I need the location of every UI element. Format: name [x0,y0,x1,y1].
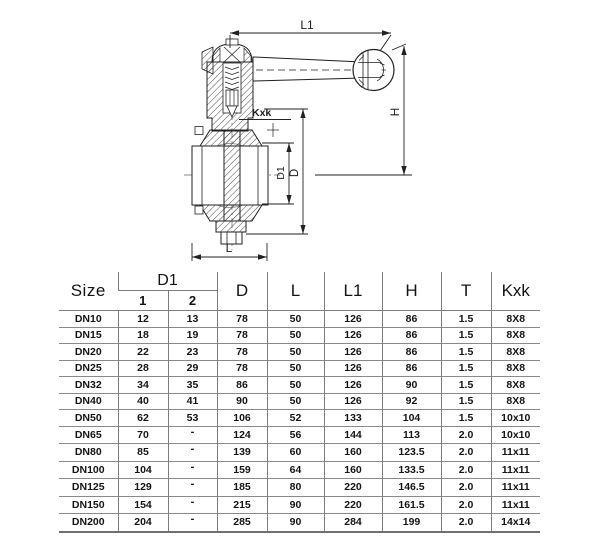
value-cell: 41 [168,393,217,410]
value-cell: 50 [267,360,324,377]
value-cell: 50 [267,327,324,344]
value-cell: 50 [267,377,324,394]
value-cell: 35 [168,377,217,394]
value-cell: 86 [382,344,441,361]
value-cell: 12 [118,311,168,328]
value-cell: 106 [217,410,267,427]
value-cell: 13 [168,311,217,328]
value-cell: - [168,426,217,444]
left-ear [202,47,213,74]
dim-label-l1: L1 [300,18,314,32]
value-cell: 185 [217,479,267,497]
table-row [59,360,540,377]
value-cell: 126 [324,393,382,410]
value-cell: 28 [118,360,168,377]
value-cell: 53 [168,410,217,427]
size-cell: DN32 [59,377,118,394]
table-row [59,410,540,427]
col-header-size: Size [59,272,118,311]
value-cell: 11x11 [491,444,540,462]
value-cell: 1.5 [441,393,491,410]
col-header-d: D [217,272,267,311]
value-cell: 104 [382,410,441,427]
value-cell: 1.5 [441,327,491,344]
value-cell: 1.5 [441,311,491,328]
value-cell: 1.5 [441,410,491,427]
value-cell: 8X8 [491,360,540,377]
size-cell: DN15 [59,327,118,344]
value-cell: 199 [382,514,441,532]
col-header-kxk: Kxk [491,272,540,311]
value-cell: 154 [118,496,168,514]
value-cell: 126 [324,344,382,361]
value-cell: 160 [324,444,382,462]
value-cell: 22 [118,344,168,361]
value-cell: 50 [267,393,324,410]
value-cell: 86 [382,327,441,344]
valve-body [192,127,268,245]
value-cell: 50 [267,311,324,328]
size-cell: DN40 [59,393,118,410]
value-cell: 161.5 [382,496,441,514]
table-row [59,479,540,497]
value-cell: 78 [217,344,267,361]
dim-label-d1: D1 [275,166,287,180]
table-row [59,377,540,394]
table-row [59,311,540,328]
bonnet [202,39,253,131]
value-cell: 2.0 [441,426,491,444]
value-cell: 1.5 [441,360,491,377]
size-cell: DN100 [59,461,118,479]
value-cell: 139 [217,444,267,462]
value-cell: 70 [118,426,168,444]
value-cell: 8X8 [491,311,540,328]
dimension-l1 [230,18,391,51]
value-cell: 10x10 [491,410,540,427]
value-cell: 14x14 [491,514,540,532]
value-cell: 2.0 [441,496,491,514]
value-cell: 285 [217,514,267,532]
value-cell: 86 [217,377,267,394]
value-cell: - [168,461,217,479]
value-cell: 29 [168,360,217,377]
size-cell: DN50 [59,410,118,427]
value-cell: 90 [217,393,267,410]
value-cell: 284 [324,514,382,532]
size-cell: DN150 [59,496,118,514]
value-cell: 129 [118,479,168,497]
value-cell: 2.0 [441,514,491,532]
value-cell: 90 [382,377,441,394]
value-cell: 126 [324,377,382,394]
value-cell: 78 [217,311,267,328]
value-cell: 2.0 [441,479,491,497]
value-cell: 220 [324,479,382,497]
value-cell: 86 [382,360,441,377]
value-cell: 160 [324,461,382,479]
value-cell: - [168,479,217,497]
value-cell: 11x11 [491,479,540,497]
handle-knob [353,50,394,91]
value-cell: 220 [324,496,382,514]
size-table-body [59,311,540,532]
handle-arm [253,57,362,81]
value-cell: 159 [217,461,267,479]
value-cell: 133 [324,410,382,427]
value-cell: 8X8 [491,377,540,394]
value-cell: 23 [168,344,217,361]
table-row [59,393,540,410]
size-cell: DN20 [59,344,118,361]
table-row [59,514,540,532]
value-cell: 126 [324,327,382,344]
value-cell: 56 [267,426,324,444]
col-header-d1-2: 2 [168,291,217,311]
value-cell: 1.5 [441,377,491,394]
size-cell: DN200 [59,514,118,532]
size-cell: DN125 [59,479,118,497]
valve-stem [224,130,240,221]
value-cell: 34 [118,377,168,394]
value-cell: 204 [118,514,168,532]
value-cell: 85 [118,444,168,462]
value-cell: 50 [267,344,324,361]
value-cell: - [168,444,217,462]
dimension-l [192,241,267,261]
value-cell: 40 [118,393,168,410]
col-header-t: T [441,272,491,311]
value-cell: 124 [217,426,267,444]
col-header-l1: L1 [324,272,382,311]
value-cell: 52 [267,410,324,427]
value-cell: 86 [382,311,441,328]
col-header-l: L [267,272,324,311]
table-row [59,444,540,462]
value-cell: 10x10 [491,426,540,444]
value-cell: 18 [118,327,168,344]
table-row [59,426,540,444]
value-cell: 1.5 [441,344,491,361]
col-header-d1-1: 1 [118,291,168,311]
table-row [59,344,540,361]
value-cell: 78 [217,327,267,344]
value-cell: 60 [267,444,324,462]
value-cell: 2.0 [441,444,491,462]
value-cell: 104 [118,461,168,479]
size-cell: DN25 [59,360,118,377]
col-header-h: H [382,272,441,311]
dim-label-h: H [388,107,402,117]
value-cell: 92 [382,393,441,410]
value-cell: 90 [267,496,324,514]
size-cell: DN65 [59,426,118,444]
table-row [59,496,540,514]
value-cell: 123.5 [382,444,441,462]
value-cell: 133.5 [382,461,441,479]
table-row [59,461,540,479]
value-cell: - [168,496,217,514]
value-cell: - [168,514,217,532]
dim-label-d: D [289,168,301,178]
value-cell: 215 [217,496,267,514]
dimension-table [59,272,540,533]
value-cell: 126 [324,311,382,328]
dim-label-l: L [225,241,233,255]
value-cell: 8X8 [491,327,540,344]
value-cell: 146.5 [382,479,441,497]
value-cell: 62 [118,410,168,427]
value-cell: 8X8 [491,344,540,361]
dim-label-kxk: Kxk [252,107,272,119]
table-row [59,327,540,344]
value-cell: 126 [324,360,382,377]
value-cell: 80 [267,479,324,497]
value-cell: 11x11 [491,496,540,514]
value-cell: 64 [267,461,324,479]
size-cell: DN10 [59,311,118,328]
col-header-d1-group: D1 [118,272,217,291]
value-cell: 144 [324,426,382,444]
value-cell: 11x11 [491,461,540,479]
value-cell: 113 [382,426,441,444]
value-cell: 78 [217,360,267,377]
valve-diagram [0,0,600,270]
value-cell: 2.0 [441,461,491,479]
value-cell: 19 [168,327,217,344]
value-cell: 8X8 [491,393,540,410]
size-cell: DN80 [59,444,118,462]
value-cell: 90 [267,514,324,532]
